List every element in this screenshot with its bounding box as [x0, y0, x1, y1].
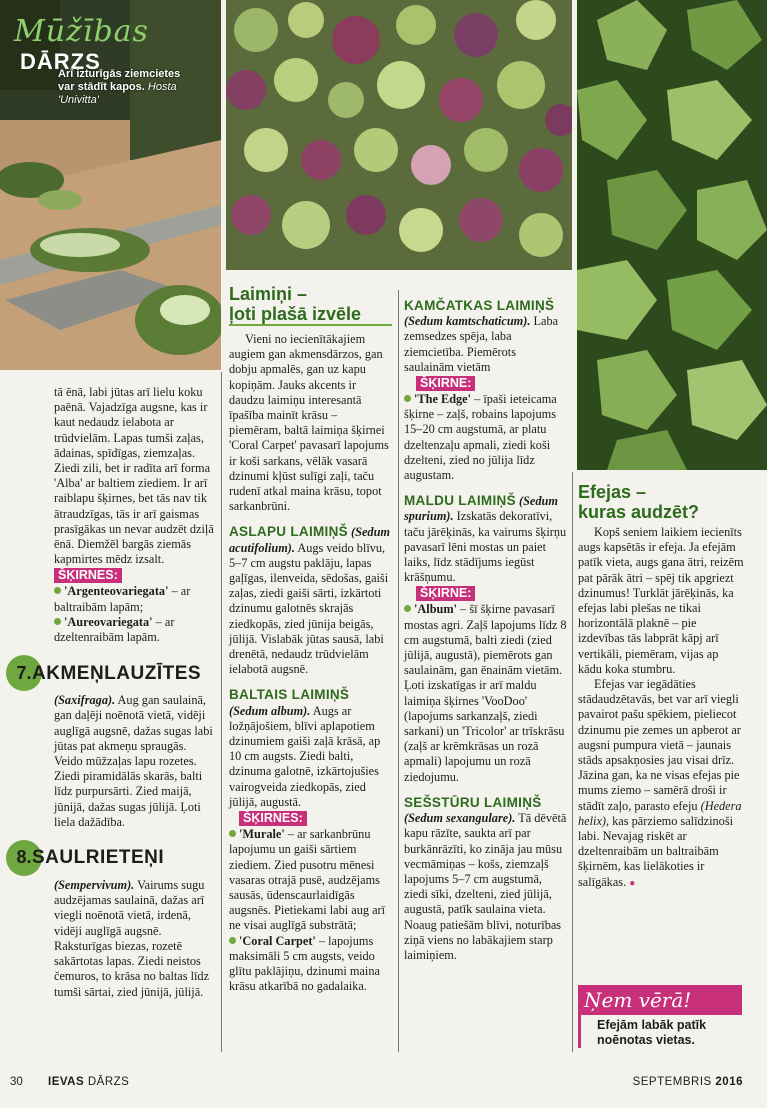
bullet-icon — [54, 618, 61, 625]
callout-body: Efejām labāk patīk noēnotas vietas. — [578, 1015, 742, 1048]
paragraph-end: , kas pārziemo salīdzinoši labi. Nevajag riskēt ar dzeltenraibām un baltraibām šķirnēm, kas lielākoties ir salīgākas. — [578, 813, 734, 889]
bullet-icon — [404, 605, 411, 612]
column-3 — [404, 298, 568, 963]
section-body: Vairums sugu audzējamas saulainā, dažas arī viegli noēnotā vietā, irdenā, vidēji auglīgā augsnē. Raksturīgas biezas, rozetē sakārtotas lapas. Ziedi neistos čemuros, to krāsa no baltas līdz tumši sārtai, zied jūnijā, jūlijā. — [54, 878, 210, 999]
section-number: 8. — [6, 840, 42, 876]
photo-sedum — [226, 0, 572, 270]
variety-text: – ar dzeltenraibām lapām. — [54, 614, 175, 645]
sesst-text — [404, 795, 568, 963]
variety-text: – ar sarkanbrūnu lapojumu un gaiši sārtiem ziediem. Zied pusotru mēnesi vasaras otrajā pusē, audzējams sausās, ūdenscaurlaidīgās augsnēs. Pietiekami labi aug arī ne visai auglīgā substrātā; — [229, 827, 386, 933]
kamc-text — [404, 298, 568, 375]
paragraph-text: Efejas var iegādāties stādaudzētavās, bet var arī viegli pavairot pašu spēkiem, pieliecot dzinumu pie zemes un apberot ar augsni pumpura vietā – jaunais stāds apsakņosies jau visai drīz. Jāzina gan, ka ne visas efejas pie mums ziemo – samērā droši ir stādīt zaļo, parasto efeju — [578, 677, 741, 813]
column-rule-2 — [398, 290, 399, 1052]
page-footer — [0, 1074, 767, 1094]
bullet-icon — [404, 395, 411, 402]
magazine-header — [14, 14, 221, 75]
variety-text: – šī šķirne pavasarī mostas agri. Zaļš lapojums līdz 8 cm augstumā, balti ziedi (zied jūlijā, augustā), piemērots gan saulainām, gan ēnainām vietām. Ļoti izskatīgas ir arī maldu laimiņa šķirnes 'VooDoo' (lapojums sarkanzaļš, ziedi sarkani) un 'Tricolor' ar trīskrāsu (zaļš ar krēmkrāsas un rozā apmali) lapojumu un rozā ziedojumu. — [404, 602, 567, 784]
section-body: Aug gan saulainā, gan daļēji noēnotā vietā, vidēji auglīgā augsnē, dažas sugas labi jūtas pat akmeņu spraugās. Veido mūžzaļas lapu rozetes. Ziedi piramidālās skarās, balti līdz purpursārti. Zied maijā, jūnijā, dažas sugas jūlijā. Ļoti liela dažādība. — [54, 693, 213, 829]
section-title: AKMEŅLAUZĪTES — [32, 662, 202, 684]
heading-line-1: Laimiņi – — [229, 284, 308, 304]
caption-text: Arī izturīgās ziemcietes var stādīt kapos. — [58, 68, 181, 93]
section-8-heading — [0, 840, 216, 876]
variety-name: 'Murale' — [239, 827, 285, 842]
photo-ivy — [577, 0, 767, 470]
sedum-heading — [229, 284, 392, 326]
baltais-text — [229, 687, 392, 810]
list-item — [404, 392, 568, 483]
brand-rest: DĀRZS — [84, 1076, 130, 1088]
column-rule-3 — [572, 472, 573, 1052]
issue-month: SEPTEMBRIS — [632, 1076, 716, 1088]
variety-name: 'Aureovariegata' — [64, 614, 153, 629]
section-body: Augs veido blīvu, 5–7 cm augstu paklāju, lapas gaļīgas, ilenveida, sēdošas, gaiši zaļas, ziedi gaiši sārti, izkārtoti dzinumu galotnēs skrajās ziedkopās, zied jūnija beigās, jūlijā. Vislabāk jūtas sausā, labi drenētā, nedaudz trūdvielām ielabotā augsnē. — [229, 540, 389, 677]
column-rule-1 — [221, 372, 222, 1052]
photo-caption — [58, 68, 188, 107]
brand-bold: IEVAS — [48, 1076, 85, 1088]
variety-name: 'The Edge' — [414, 392, 472, 407]
section-8-text — [54, 878, 216, 1000]
header-tag: DĀRZS — [20, 49, 101, 74]
subsection-title: KAMČATKAS LAIMIŅŠ — [404, 298, 555, 313]
latin-name: (Sempervivum). — [54, 878, 135, 893]
latin-name: (Sedum acutifolium). — [229, 525, 390, 555]
subsection-title: BALTAIS LAIMIŅŠ — [229, 687, 350, 703]
ivy-paragraph-2 — [578, 677, 744, 891]
section-title: SAULRIETEŅI — [32, 847, 165, 869]
footer-date — [633, 1076, 743, 1088]
maldu-text — [404, 493, 568, 585]
latin-name: (Sedum kamtschaticum). — [404, 314, 531, 329]
section-body: Laba zemsedzes spēja, laba ziemcietība. Piemērots saulainām vietām — [404, 314, 559, 374]
section-body: Izskatās dekoratīvi, taču jārēķinās, ka vairums šķirņu pavasarī lēni mostas un paiet laiks, līdz stādījums iegūst krāšņumu. — [404, 509, 567, 585]
varieties-badge: ŠĶIRNES: — [239, 811, 307, 826]
caption-italic-prefix: Hosta — [147, 81, 177, 93]
bullet-icon — [229, 937, 236, 944]
latin-name: (Hedera helix) — [578, 798, 742, 828]
sedum-intro: Vieni no iecienītākajiem augiem gan akmensdārzos, gan dobju apmalēs, gan uz kapu kopiņām. Jauks akcents ir daudzu laimiņu interesantā īpašība mainīt krāsu – piemēram, baltā laimiņa šķirnei 'Coral Carpet' pavasarī lapojums ir koši sarkans, vēlāk vasarā dzinumi kļūst sulīgi zaļi, taču rudenī atkal maina krāsu, topot sarkanbrūni. — [229, 332, 389, 514]
list-item — [229, 827, 392, 933]
section-body: Augs ar ložņājošiem, blīvi aplapotiem dzinumiem gaiši zaļā krāsā, ap 10 cm augsts. Ziedi balti, dzinuma galotnē, izkārtojušies vairogveida ziedkopās, zied jūlijā, augustā. — [229, 703, 381, 809]
aslapu-text — [229, 524, 392, 677]
varieties-badge: ŠĶIRNES: — [54, 568, 122, 583]
header-script-title: Mūžības — [14, 14, 149, 49]
column-4 — [578, 482, 744, 891]
heading-line-1: Efejas – — [578, 482, 647, 502]
list-item — [54, 584, 216, 614]
bullet-icon — [54, 587, 61, 594]
variety-badge: ŠĶIRNE: — [416, 376, 475, 391]
photo-hosta-garden — [0, 0, 221, 370]
latin-name: (Sedum sexangulare). — [404, 811, 516, 826]
column-2 — [229, 284, 392, 994]
variety-badge: ŠĶIRNE: — [416, 586, 475, 601]
caption-italic: 'Univitta' — [58, 94, 99, 106]
callout-header — [578, 985, 742, 1015]
variety-text: – lapojums maksimāli 5 cm augsts, veido glītu paklājiņu, dzinumi maina krāsu atkarībā no gadalaika. — [229, 933, 380, 994]
subsection-title: MALDU LAIMIŅŠ — [404, 493, 516, 509]
heading-line-2: ļoti plašā izvēle — [229, 304, 392, 326]
bullet-icon — [229, 830, 236, 837]
variety-text: – īpaši ieteicama šķirne – zaļš, robains lapojums 15–20 cm augstumā, ar platu dzeltenzaļu apmali, ziedi koši dzelteni, zied no jūlija līdz augustam. — [404, 392, 557, 483]
subsection-title: ASLAPU LAIMIŅŠ — [229, 524, 348, 540]
heading-line-2: kuras audzēt? — [578, 502, 700, 522]
subsection-title: SEŠSTŪRU LAIMIŅŠ — [404, 794, 542, 810]
callout-title: Ņem vērā! — [584, 988, 692, 1012]
variety-name: 'Album' — [414, 602, 458, 617]
ivy-heading — [578, 482, 744, 522]
variety-name: 'Coral Carpet' — [239, 933, 316, 948]
list-item — [229, 934, 392, 995]
section-7-text — [54, 693, 216, 830]
variety-name: 'Argenteovariegata' — [64, 584, 169, 599]
variety-text: – ar baltraibām lapām; — [54, 584, 191, 614]
latin-name: (Sedum album). — [229, 703, 311, 718]
latin-name: (Saxifraga). — [54, 693, 116, 708]
list-item — [404, 602, 568, 784]
end-mark-icon: ● — [629, 877, 636, 889]
ivy-paragraph-1: Kopš seniem laikiem iecienīts augs kapsētās ir efeja. Ja efejām patīk vieta, augs gana ātri, reizēm pat pārāk ātri – spēj tik apgriezt dzinumus! Turklāt jārēķinās, ka efejas labi plešas ne tikai horizontālā plaknē – pie izdevības tās labprāt kāpj arī vertikāli, piemēram, vijas ap kādu koka stumbru. — [578, 525, 744, 676]
section-number: 7. — [6, 655, 42, 691]
list-item — [54, 615, 216, 645]
callout-note — [578, 985, 742, 1049]
section-7-heading — [0, 655, 216, 691]
footer-brand — [48, 1076, 129, 1088]
col1-intro: tā ēnā, labi jūtas arī lielu koku paēnā. Vajadzīga augsne, kas ir kaut nedaudz ielabota ar trūdvielām. Lapas tumši zaļas, ādainas, spīdīgas, ziemzaļas. Ziedi zili, bet ir radīta arī forma 'Alba' ar baltiem ziediem. Ir arī raiblapu šķirnes, bet tās nav tik ātraudzīgas, tās ir arī gaismas prasīgākas un nevar audzēt dziļā ēnā. Diemžēl bargās ziemās kapmirtes mēdz izsalt. — [54, 385, 214, 567]
section-body: Tā dēvētā kapu rāzīte, saukta arī par burkānrāzīti, ko zināja jau mūsu vecmāmiņas – košs, ziemzaļš lapojums 5–7 cm augstumā, ziedi sīki, dzelteni, zied jūlijā, augustā, patīk saulaina vieta. Noaug patiešām blīvi, noturības ziņā viens no labākajiem starp laimiņiem. — [404, 811, 567, 962]
page-number: 30 — [10, 1076, 23, 1088]
latin-name: (Sedum spurium). — [404, 494, 558, 524]
column-1 — [16, 385, 216, 1000]
issue-year: 2016 — [715, 1076, 743, 1088]
